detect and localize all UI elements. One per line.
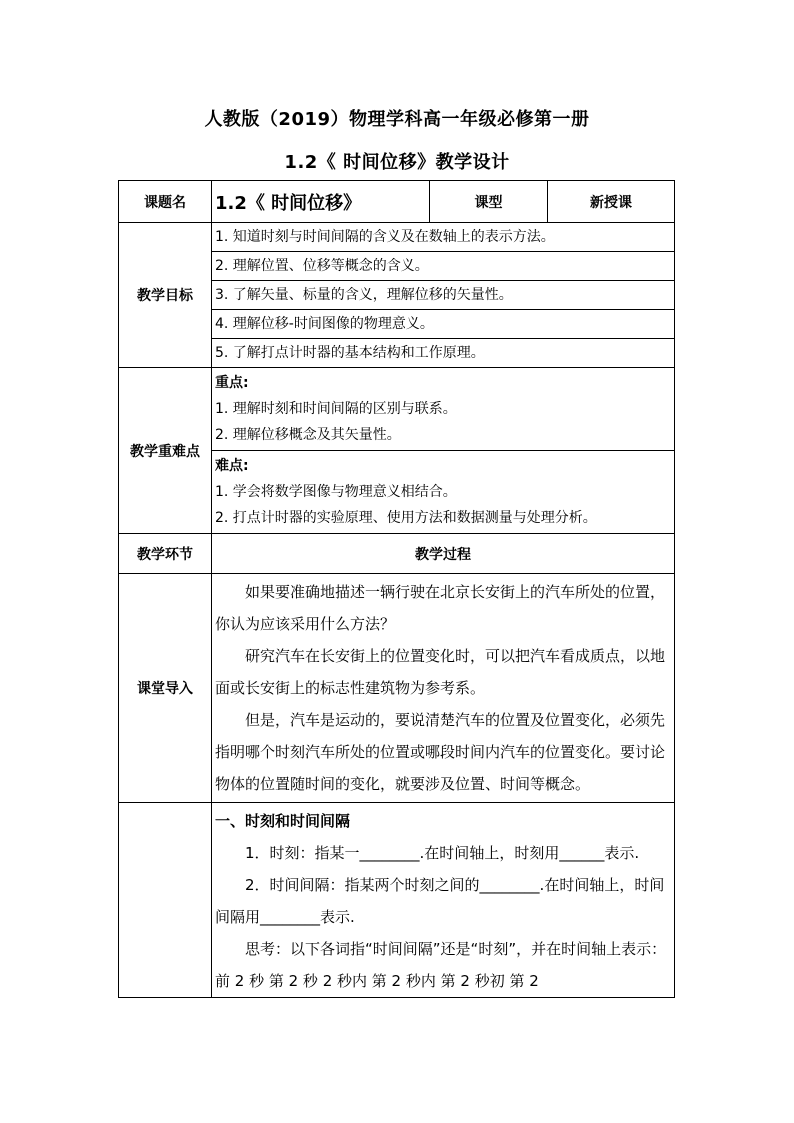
intro-label: 课堂导入	[119, 574, 212, 803]
intro-content	[212, 574, 675, 803]
difficulty-title: 难点:	[215, 458, 249, 474]
process-header-row	[119, 534, 675, 574]
section-paragraph: 思考：以下各词指“时间间隔”还是“时刻”，并在时间轴上表示：前 2 秒 第 2 秒 2 秒内 第 2 秒内 第 2 秒初 第 2	[215, 940, 667, 990]
difficulty-cell	[212, 451, 675, 534]
document-title: 人教版（2019）物理学科高一年级必修第一册	[204, 109, 590, 130]
topic-value: 1.2《 时间位移》	[212, 181, 430, 223]
goal-item: 1. 知道时刻与时间间隔的含义及在数轴上的表示方法。	[212, 223, 675, 252]
topic-row	[119, 181, 675, 223]
keypoints-label: 教学重难点	[119, 368, 212, 534]
goal-item: 3. 了解矢量、标量的含义，理解位移的矢量性。	[212, 281, 675, 310]
key-points-cell	[212, 368, 675, 451]
section-paragraph: 1．时刻：指某一________.在时间轴上，时刻用______表示.	[245, 844, 640, 862]
goal-item: 4. 理解位移-时间图像的物理意义。	[212, 310, 675, 339]
key-title: 重点:	[215, 375, 249, 391]
stage-header: 教学环节	[119, 534, 212, 574]
intro-paragraph: 研究汽车在长安街上的位置变化时，可以把汽车看成质点，以地面或长安街上的标志性建筑物为参考系。	[215, 647, 666, 697]
goal-item: 2. 理解位置、位移等概念的含义。	[212, 252, 675, 281]
section-content	[212, 803, 675, 998]
difficulty-item: 2. 打点计时器的实验原理、使用方法和数据测量与处理分析。	[215, 510, 597, 526]
keypoints-row	[119, 368, 675, 451]
section-paragraph: 2．时间间隔：指某两个时刻之间的________.在时间轴上，时间间隔用________表示.	[215, 876, 665, 926]
document-subtitle: 1.2《 时间位移》教学设计	[284, 152, 510, 173]
section-label-cell	[119, 803, 212, 998]
process-header: 教学过程	[212, 534, 675, 574]
intro-paragraph: 但是，汽车是运动的，要说清楚汽车的位置及位置变化，必须先指明哪个时刻汽车所处的位置或哪段时间内汽车的位置变化。要讨论物体的位置随时间的变化，就要涉及位置、时间等概念。	[215, 711, 666, 793]
difficulty-item: 1. 学会将数学图像与物理意义相结合。	[215, 484, 457, 500]
type-value: 新授课	[548, 181, 675, 223]
key-item: 2. 理解位移概念及其矢量性。	[215, 427, 401, 443]
section-title: 一、时刻和时间间隔	[215, 812, 351, 830]
goal-row	[119, 223, 675, 252]
lesson-plan-table	[118, 180, 675, 998]
key-item: 1. 理解时刻和时间间隔的区别与联系。	[215, 401, 457, 417]
intro-row	[119, 574, 675, 803]
goal-item: 5. 了解打点计时器的基本结构和工作原理。	[212, 339, 675, 368]
section-row	[119, 803, 675, 998]
intro-paragraph: 如果要准确地描述一辆行驶在北京长安街上的汽车所处的位置，你认为应该采用什么方法？	[215, 583, 666, 633]
topic-label: 课题名	[119, 181, 212, 223]
goals-label: 教学目标	[119, 223, 212, 368]
type-label: 课型	[430, 181, 548, 223]
